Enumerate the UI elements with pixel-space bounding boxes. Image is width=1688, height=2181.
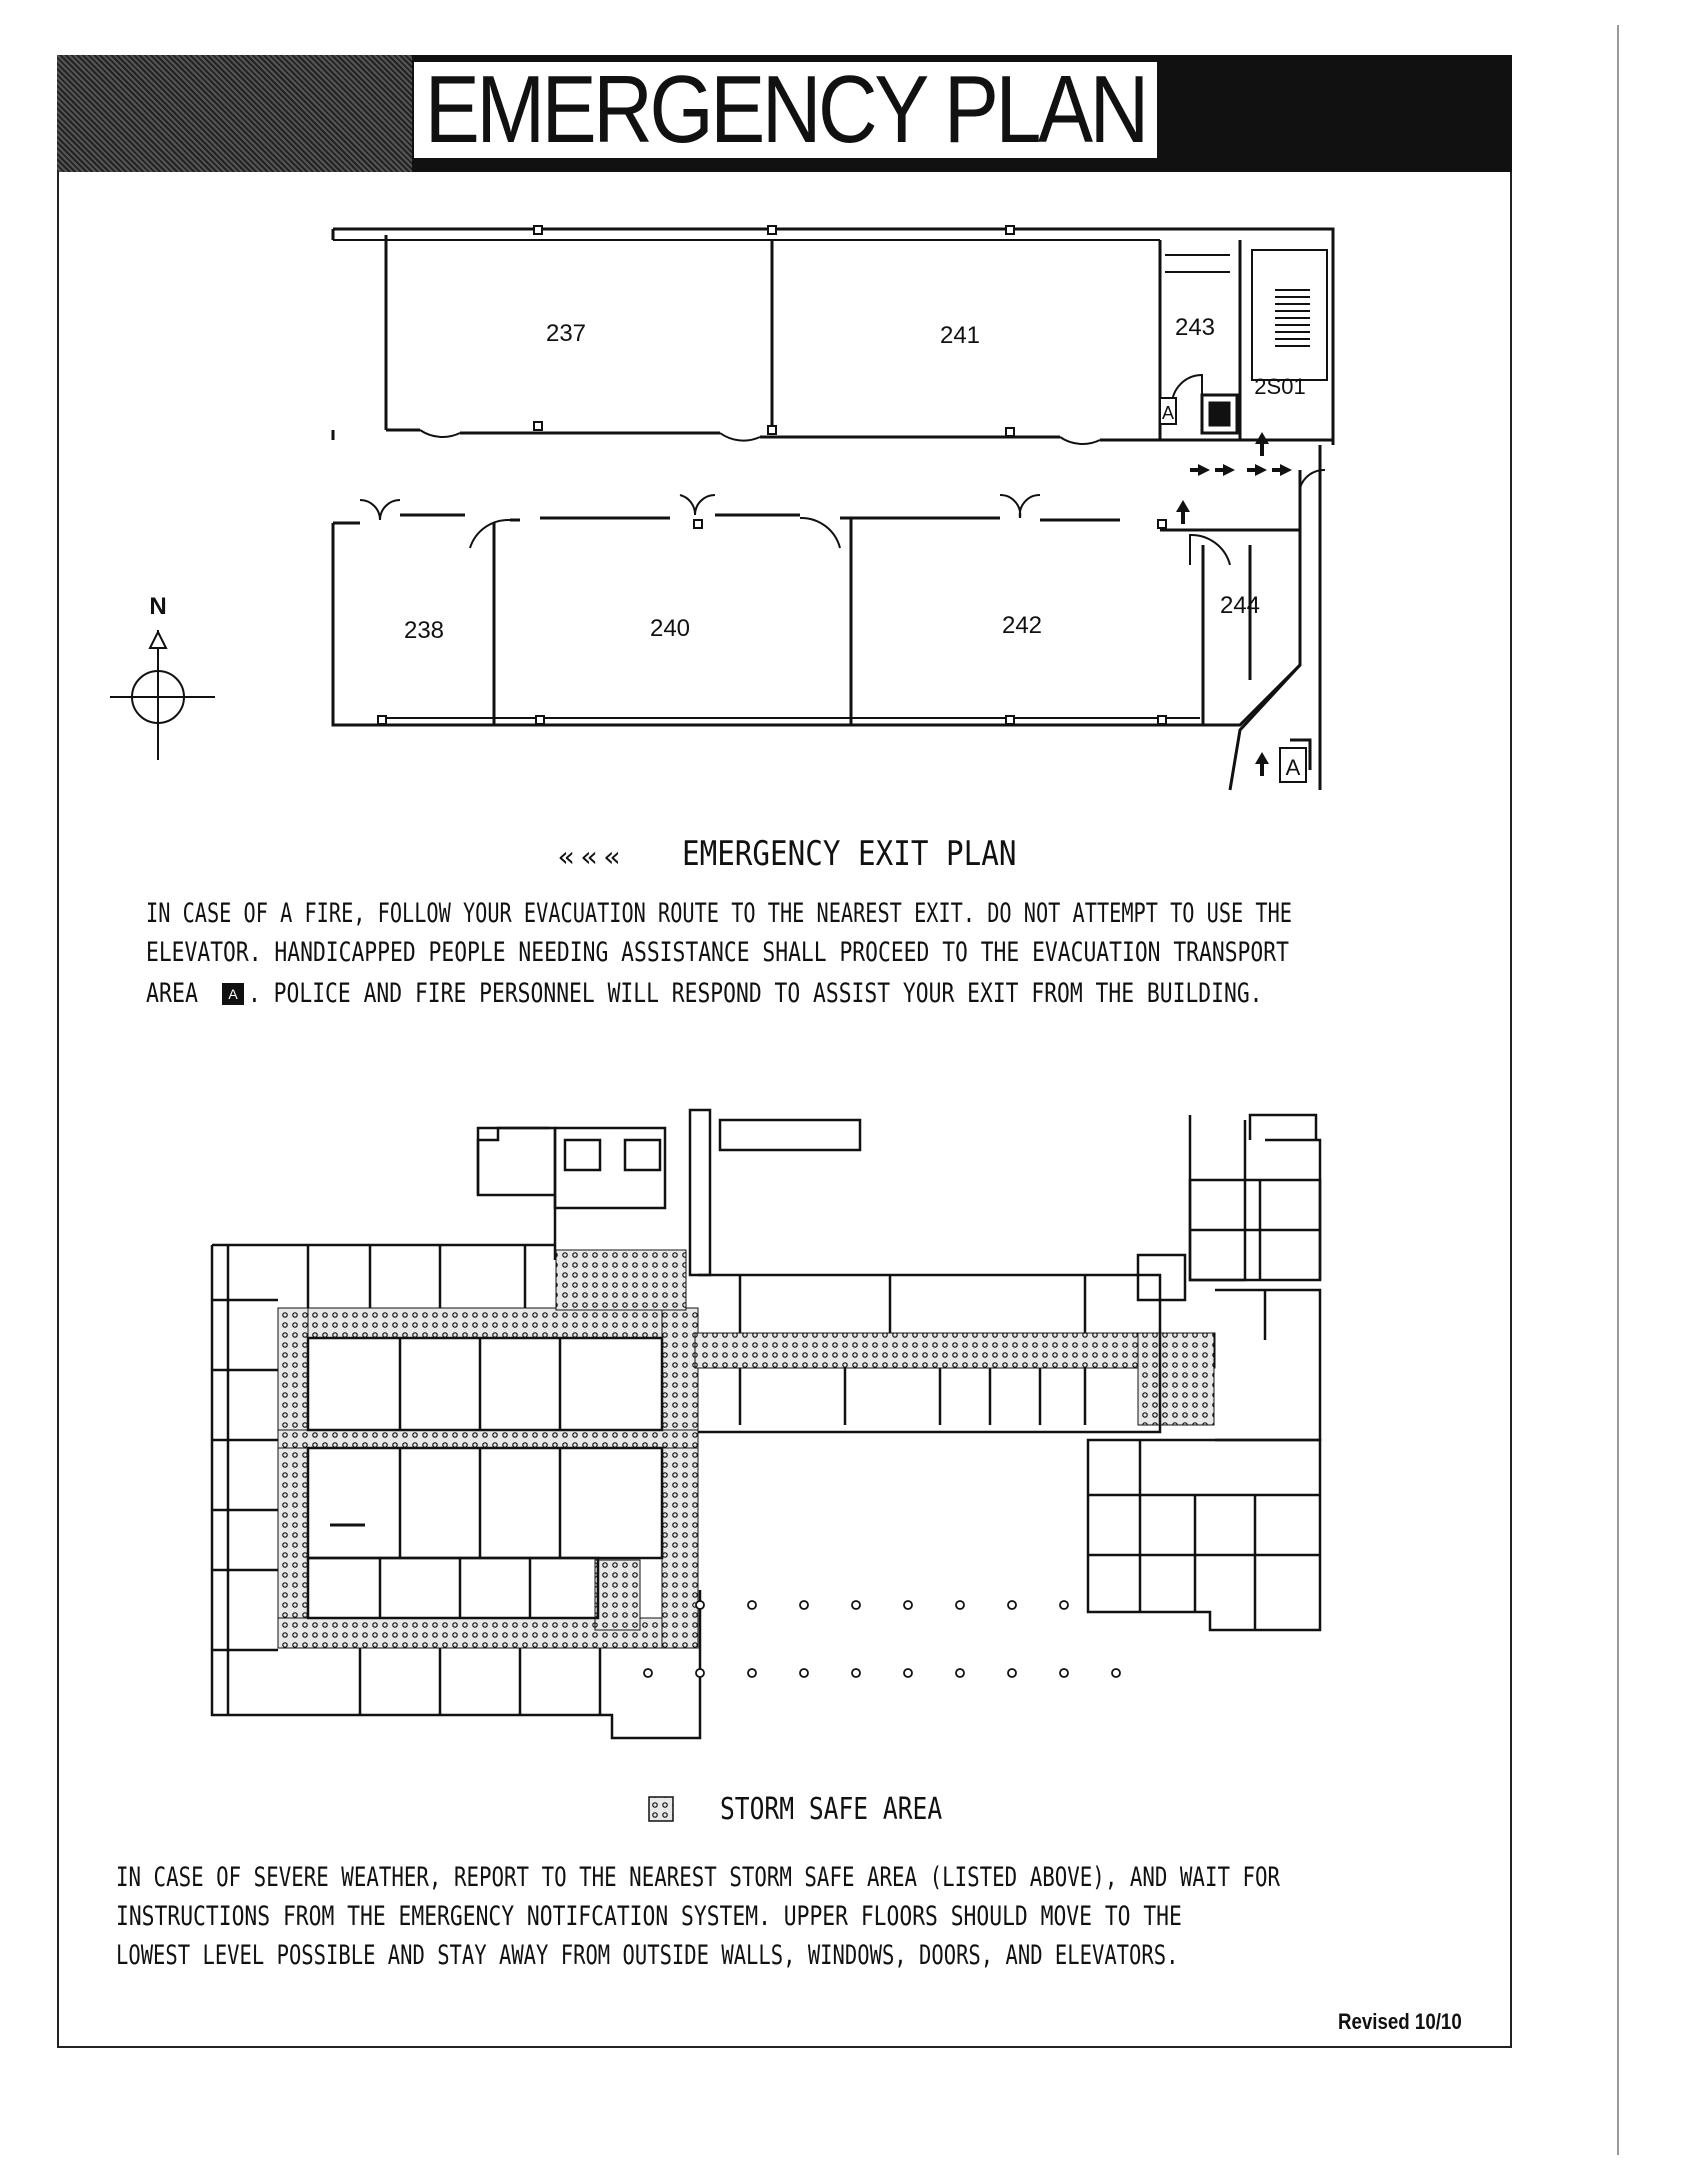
room-238-label: 238 xyxy=(403,617,445,644)
exit-plan-heading: EMERGENCY EXIT PLAN xyxy=(682,834,1017,874)
exit-legend-arrows: ««« xyxy=(558,840,627,873)
storm-safe-legend-label: STORM SAFE AREA xyxy=(720,1792,943,1827)
exit-instructions-line-1: IN CASE OF A FIRE, FOLLOW YOUR EVACUATION ROUTE TO THE NEAREST EXIT. DO NOT ATTEMPT TO USE THE xyxy=(146,898,1293,929)
room-241-label: 241 xyxy=(939,322,981,349)
room-237-label: 237 xyxy=(545,320,587,347)
storm-instructions-line-2: INSTRUCTIONS FROM THE EMERGENCY NOTIFCATION SYSTEM. UPPER FLOORS SHOULD MOVE TO THE xyxy=(116,1901,1182,1932)
exit-instructions-line-3b: . POLICE AND FIRE PERSONNEL WILL RESPOND TO ASSIST YOUR EXIT FROM THE BUILDING. xyxy=(248,978,1263,1009)
storm-instructions-line-1: IN CASE OF SEVERE WEATHER, REPORT TO THE NEAREST STORM SAFE AREA (LISTED ABOVE), AND WAIT FOR xyxy=(116,1862,1281,1893)
marker-a-north: A xyxy=(1161,403,1175,423)
compass-n-label: N xyxy=(149,593,167,620)
room-244-label: 244 xyxy=(1219,592,1261,619)
exit-instructions-line-2: ELEVATOR. HANDICAPPED PEOPLE NEEDING ASSISTANCE SHALL PROCEED TO THE EVACUATION TRANSPORT xyxy=(146,937,1289,968)
room-2s01-label: 2S01 xyxy=(1254,374,1306,399)
revised-date: Revised 10/10 xyxy=(1338,2009,1462,2034)
room-242-label: 242 xyxy=(1001,612,1043,639)
canopy-columns xyxy=(644,1601,1120,1677)
room-240-label: 240 xyxy=(649,615,691,642)
marker-a-south: A xyxy=(1285,755,1301,780)
storm-safe-legend-swatch xyxy=(649,1797,673,1821)
page-title: EMERGENCY PLAN xyxy=(424,56,1147,163)
exit-instructions-line-3a: AREA xyxy=(146,978,199,1009)
evac-area-icon: A xyxy=(222,983,244,1005)
room-243-label: 243 xyxy=(1174,314,1216,341)
storm-instructions-line-3: LOWEST LEVEL POSSIBLE AND STAY AWAY FROM OUTSIDE WALLS, WINDOWS, DOORS, AND ELEVATORS. xyxy=(116,1940,1179,1971)
